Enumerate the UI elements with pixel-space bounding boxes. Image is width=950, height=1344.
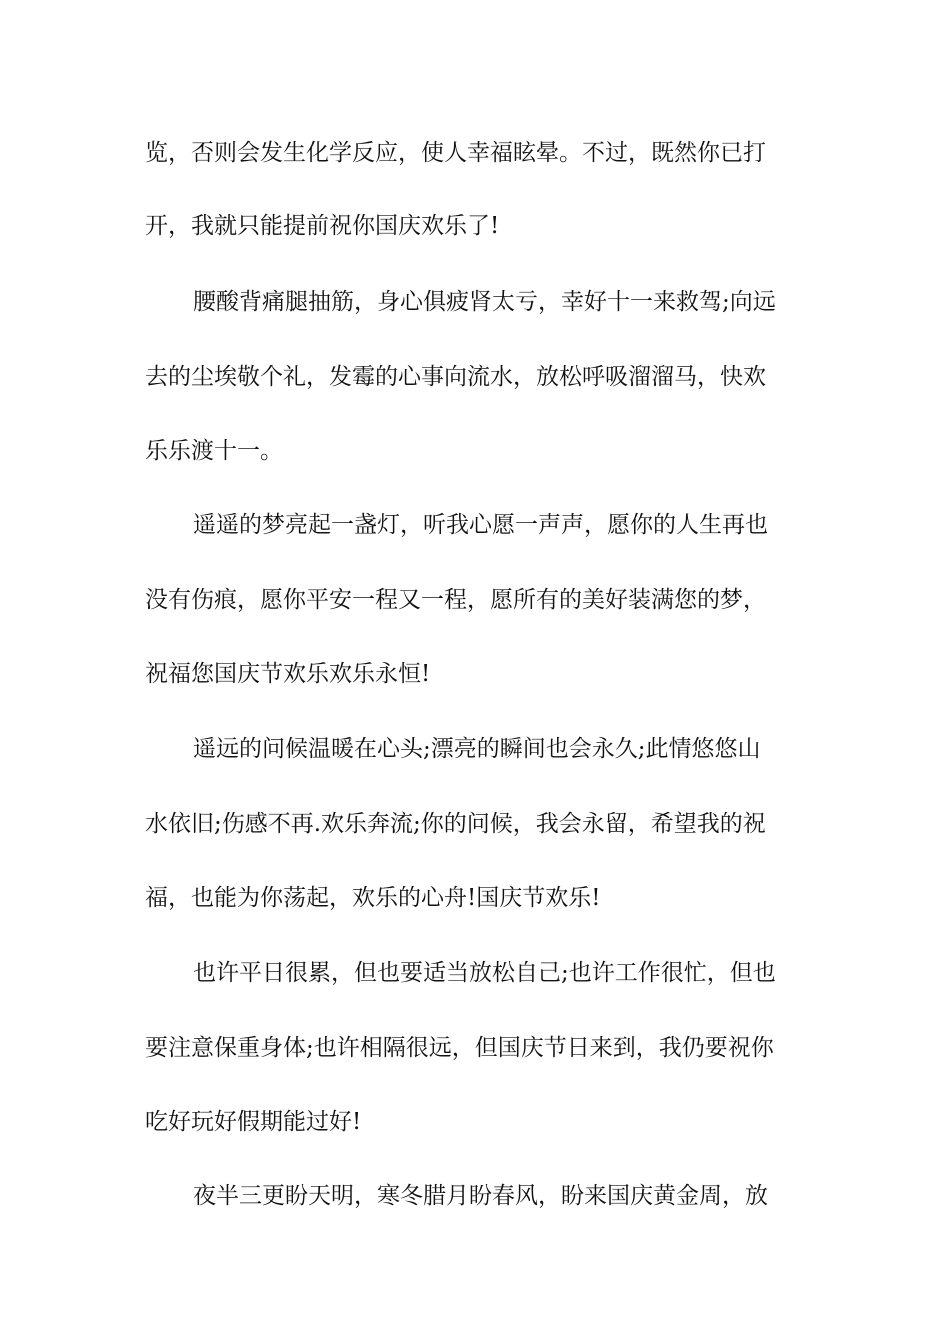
text-line: 福，也能为你荡起，欢乐的心舟!国庆节欢乐! (145, 885, 601, 911)
paragraph-first-line: 夜半三更盼天明，寒冬腊月盼春风，盼来国庆黄金周，放 (193, 1183, 768, 1209)
text-line: 乐乐渡十一。 (145, 438, 283, 464)
text-line: 开，我就只能提前祝你国庆欢乐了! (145, 213, 500, 239)
paragraph-first-line: 遥远的问候温暖在心头;漂亮的瞬间也会永久;此情悠悠山 (193, 736, 761, 762)
text-line: 祝福您国庆节欢乐欢乐永恒! (145, 661, 431, 687)
text-line: 没有伤痕，愿你平安一程又一程，愿所有的美好装满您的梦， (145, 587, 766, 613)
text-line: 去的尘埃敬个礼，发霉的心事向流水，放松呼吸溜溜马，快欢 (145, 364, 766, 390)
paragraph-first-line: 腰酸背痛腿抽筋，身心俱疲肾太亏，幸好十一来救驾;向远 (193, 289, 776, 315)
text-line: 吃好玩好假期能过好! (145, 1109, 362, 1135)
paragraph-first-line: 遥遥的梦亮起一盏灯，听我心愿一声声，愿你的人生再也 (193, 512, 768, 538)
text-line: 水依旧;伤感不再.欢乐奔流;你的问候，我会永留，希望我的祝 (145, 811, 766, 837)
text-line: 览，否则会发生化学反应，使人幸福眩晕。不过，既然你已打 (145, 140, 766, 166)
text-line: 要注意保重身体;也许相隔很远，但国庆节日来到，我仍要祝你 (145, 1035, 774, 1061)
paragraph-first-line: 也许平日很累，但也要适当放松自己;也许工作很忙，但也 (193, 960, 776, 986)
